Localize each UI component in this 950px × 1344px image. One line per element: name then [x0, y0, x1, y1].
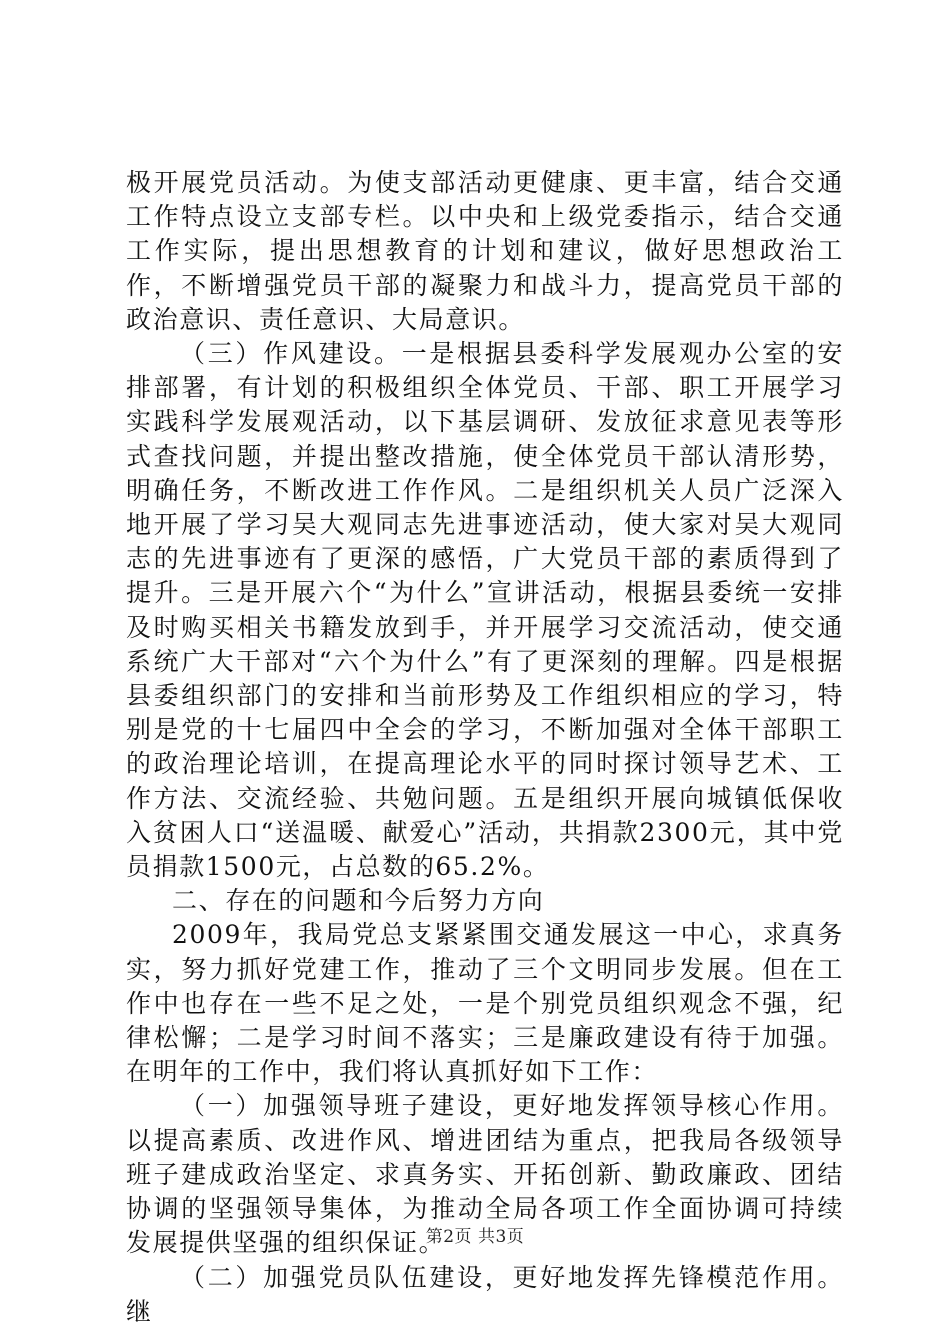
paragraph-summary-2009: 2009年，我局党总支紧紧围交通发展这一中心，求真务实，努力抓好党建工作，推动了三个文明同步发展。但在工作中也存在一些不足之处，一是个别党员组织观念不强，纪律松懈；二是学习时间不落实；三是廉政建设有待于加强。在明年的工作中，我们将认真抓好如下工作：	[126, 920, 844, 1087]
paragraph-section-three: （三）作风建设。一是根据县委科学发展观办公室的安排部署，有计划的积极组织全体党员、干部、职工开展学习实践科学发展观活动，以下基层调研、发放征求意见表等形式查找问题，并提出整改措施，使全体党员干部认清形势，明确任务，不断改进工作作风。二是组织机关人员广泛深入地开展了学习吴大观同志先进事迹活动，使大家对吴大观同志的先进事迹有了更深的感悟，广大党员干部的素质得到了提升。三是开展六个“为什么”宣讲活动，根据县委统一安排及时购买相关书籍发放到手，并开展学习交流活动，使交通系统广大干部对“六个为什么”有了更深刻的理解。四是根据县委组织部门的安排和当前形势及工作组织相应的学习，特别是党的十七届四中全会的学习，不断加强对全体干部职工的政治理论培训，在提高理论水平的同时探讨领导艺术、工作方法、交流经验、共勉问题。五是组织开展向城镇低保收入贫困人口“送温暖、献爱心”活动，共捐款2300元，其中党员捐款1500元，占总数的65.2%。	[126, 339, 844, 882]
page-footer: 第2页 共3页	[425, 1227, 525, 1247]
section-heading-problems: 二、存在的问题和今后努力方向	[172, 886, 545, 916]
paragraph-continuation: 极开展党员活动。为使支部活动更健康、更丰富，结合交通工作特点设立支部专栏。以中央和上级党委指示，结合交通工作实际，提出思想教育的计划和建议，做好思想政治工作，不断增强党员干部的凝聚力和战斗力，提高党员干部的政治意识、责任意识、大局意识。	[126, 168, 844, 334]
paragraph-item-two: （二）加强党员队伍建设，更好地发挥先锋模范作用。继	[126, 1262, 844, 1326]
paragraph-item-one: （一）加强领导班子建设，更好地发挥领导核心作用。以提高素质、改进作风、增进团结为重点，把我局各级领导班子建成政治坚定、求真务实、开拓创新、勤政廉政、团结协调的坚强领导集体，为推动全局各项工作全面协调可持续发展提供坚强的组织保证。	[126, 1091, 844, 1258]
document-body	[126, 166, 844, 1329]
